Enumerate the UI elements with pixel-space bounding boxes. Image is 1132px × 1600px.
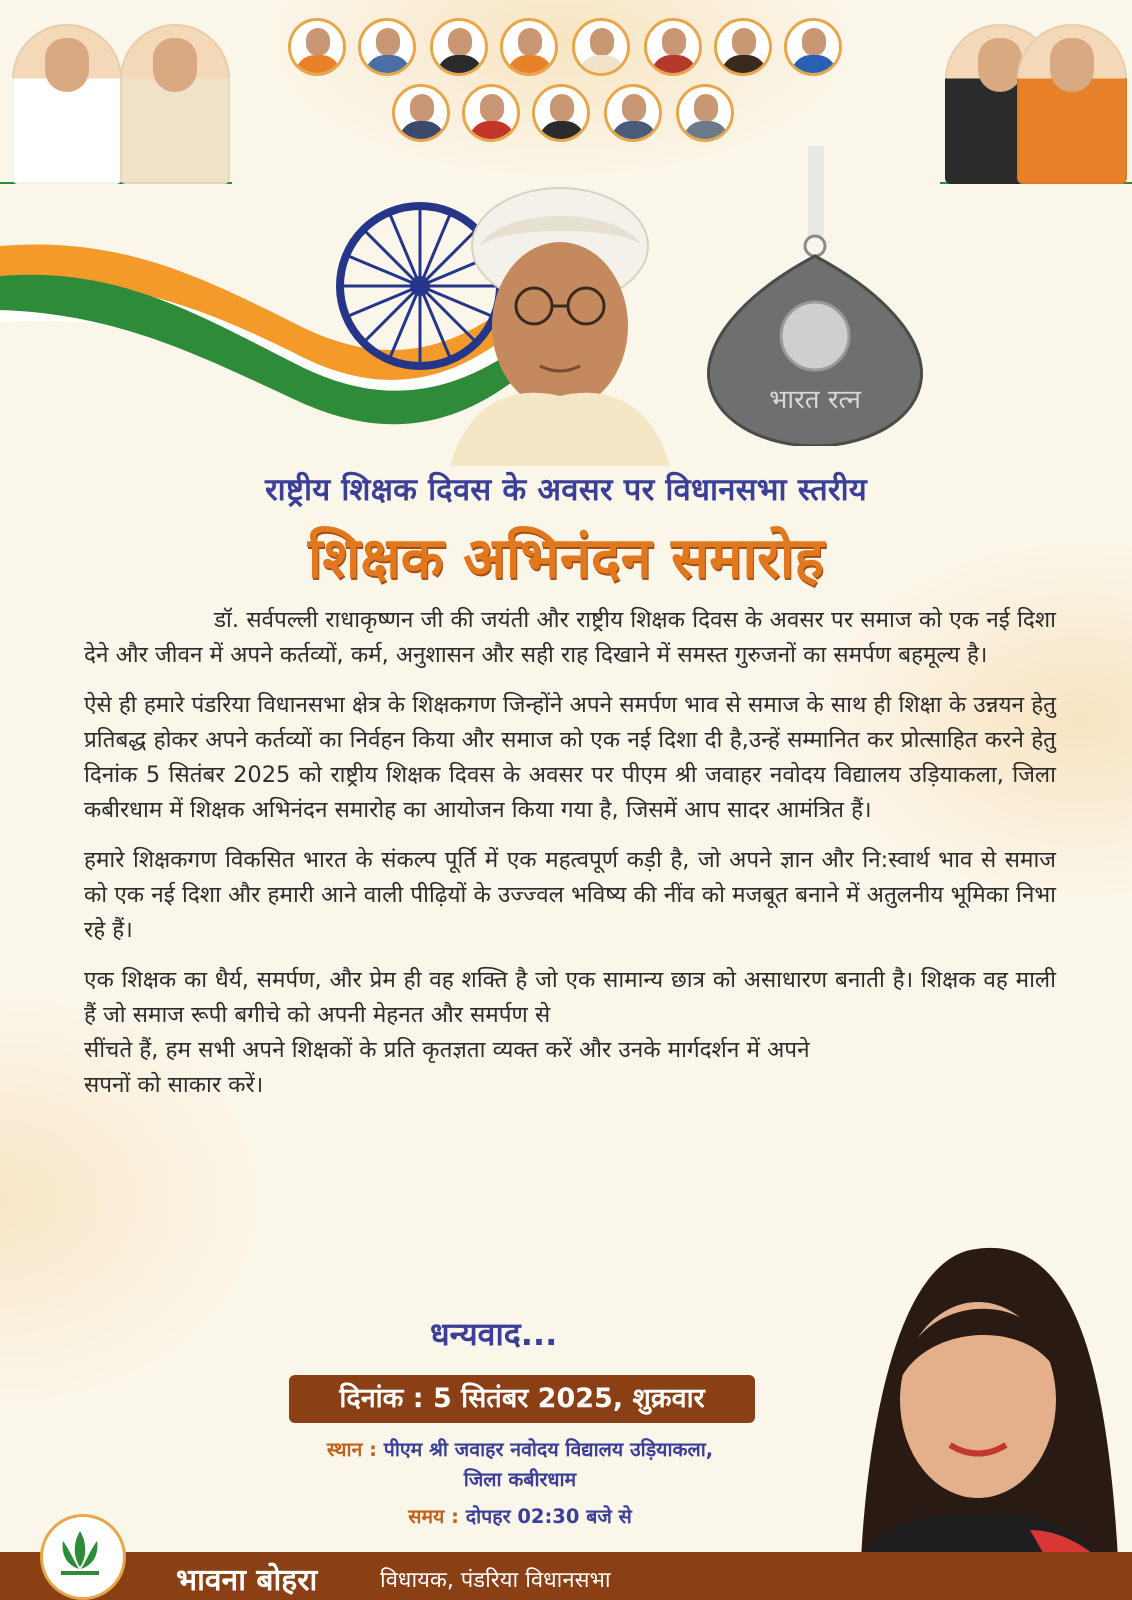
body-paragraph-2: ऐसे ही हमारे पंडरिया विधानसभा क्षेत्र के शिक्षकगण जिन्होंने अपने समर्पण भाव से समाज के साथ ही शिक्षा के उन्नयन हेतु प्रतिबद्ध होकर अपने कर्तव्यों का निर्वहन किया और समाज को एक नई दिशा दी है,उन्हें सम्मानित कर प्रोत्साहित करने हेतु दिनांक 5 सितंबर 2025 को राष्ट्रीय शिक्षक दिवस के अवसर पर पीएम श्री जवाहर नवोदय विद्यालय उड़ियाकला, जिला कबीरधाम में शिक्षक अभिनंदन समारोह का आयोजन किया गया है, जिसमें आप सादर आमंत्रित हैं। — [84, 692, 1056, 823]
leader-avatar — [644, 18, 702, 76]
venue-line-1: पीएम श्री जवाहर नवोदय विद्यालय उड़ियाकला, — [383, 1438, 714, 1461]
bjp-lotus-icon — [40, 1514, 126, 1600]
leader-photos-left — [12, 18, 232, 184]
hero-illustration — [0, 186, 1132, 476]
event-venue — [210, 1435, 830, 1495]
leader-avatar — [676, 84, 734, 142]
time-label: समय : — [408, 1505, 459, 1528]
venue-label: स्थान : — [326, 1438, 377, 1461]
body-paragraph-4a: एक शिक्षक का धैर्य, समर्पण, और प्रेम ही वह शक्ति है जो एक सामान्य छात्र को असाधारण बनाती है। शिक्षक वह माली हैं जो समाज रूपी बगीचे को अपनी मेहनत और समर्पण से — [84, 967, 1056, 1028]
body-paragraph-1: डॉ. सर्वपल्ली राधाकृष्णन जी की जयंती और राष्ट्रीय शिक्षक दिवस के अवसर पर समाज को एक नई दिशा देने और जीवन में अपने कर्तव्यों, कर्म, अनुशासन और सही राह दिखाने में समस्त गुरुजनों का समर्पण बहमूल्य है। — [84, 607, 1056, 668]
event-title: शिक्षक अभिनंदन समारोह — [307, 526, 825, 591]
footer-bar — [0, 1552, 1132, 1600]
event-date-badge: दिनांक : 5 सितंबर 2025, शुक्रवार — [289, 1375, 755, 1423]
leader-photos-right — [945, 18, 1130, 184]
radhakrishnan-portrait — [410, 186, 710, 466]
invitation-body — [84, 603, 1056, 1118]
body-paragraph-4b: सींचते हैं, हम सभी अपने शिक्षकों के प्रति कृतज्ञता व्यक्त करें और उनके मार्गदर्शन में अपने सपनों को साकार करें। — [84, 1037, 810, 1098]
leader-avatar — [430, 18, 488, 76]
leader-avatar — [500, 18, 558, 76]
lotus-emblem — [43, 1517, 117, 1591]
mla-photo — [820, 1230, 1132, 1600]
leader-avatar — [572, 18, 630, 76]
event-subtitle: राष्ट्रीय शिक्षक दिवस के अवसर पर विधानसभा स्तरीय — [264, 472, 867, 508]
leader-avatar — [392, 84, 450, 142]
leader-avatar — [288, 18, 346, 76]
leader-avatar — [462, 84, 520, 142]
leader-photo — [12, 24, 122, 184]
leader-photo — [120, 24, 230, 184]
leader-avatar — [532, 84, 590, 142]
leader-avatar — [714, 18, 772, 76]
mla-role: विधायक, पंडरिया विधानसभा — [380, 1568, 611, 1593]
leader-avatar — [604, 84, 662, 142]
mla-name: भावना बोहरा — [176, 1563, 318, 1598]
leaders-strip — [0, 0, 1132, 186]
event-time — [210, 1502, 830, 1529]
leader-photo — [1017, 24, 1127, 184]
leader-avatar — [784, 18, 842, 76]
body-paragraph-3: हमारे शिक्षकगण विकसित भारत के संकल्प पूर्ति में एक महत्वपूर्ण कड़ी है, जो अपने ज्ञान और नि:स्वार्थ भाव से समाज को एक नई दिशा और हमारी आने वाली पीढ़ियों के उज्ज्वल भविष्य की नींव को मजबूत बनाने में अतुलनीय भूमिका निभा रहे हैं। — [84, 847, 1056, 943]
leader-avatar — [358, 18, 416, 76]
bharat-ratna-medal-icon — [700, 146, 930, 446]
time-value: दोपहर 02:30 बजे से — [465, 1505, 632, 1528]
venue-line-2: जिला कबीरधाम — [463, 1468, 577, 1491]
thanks-text: धन्यवाद... — [430, 1315, 558, 1353]
medal-inscription: भारत रत्न — [769, 385, 861, 415]
